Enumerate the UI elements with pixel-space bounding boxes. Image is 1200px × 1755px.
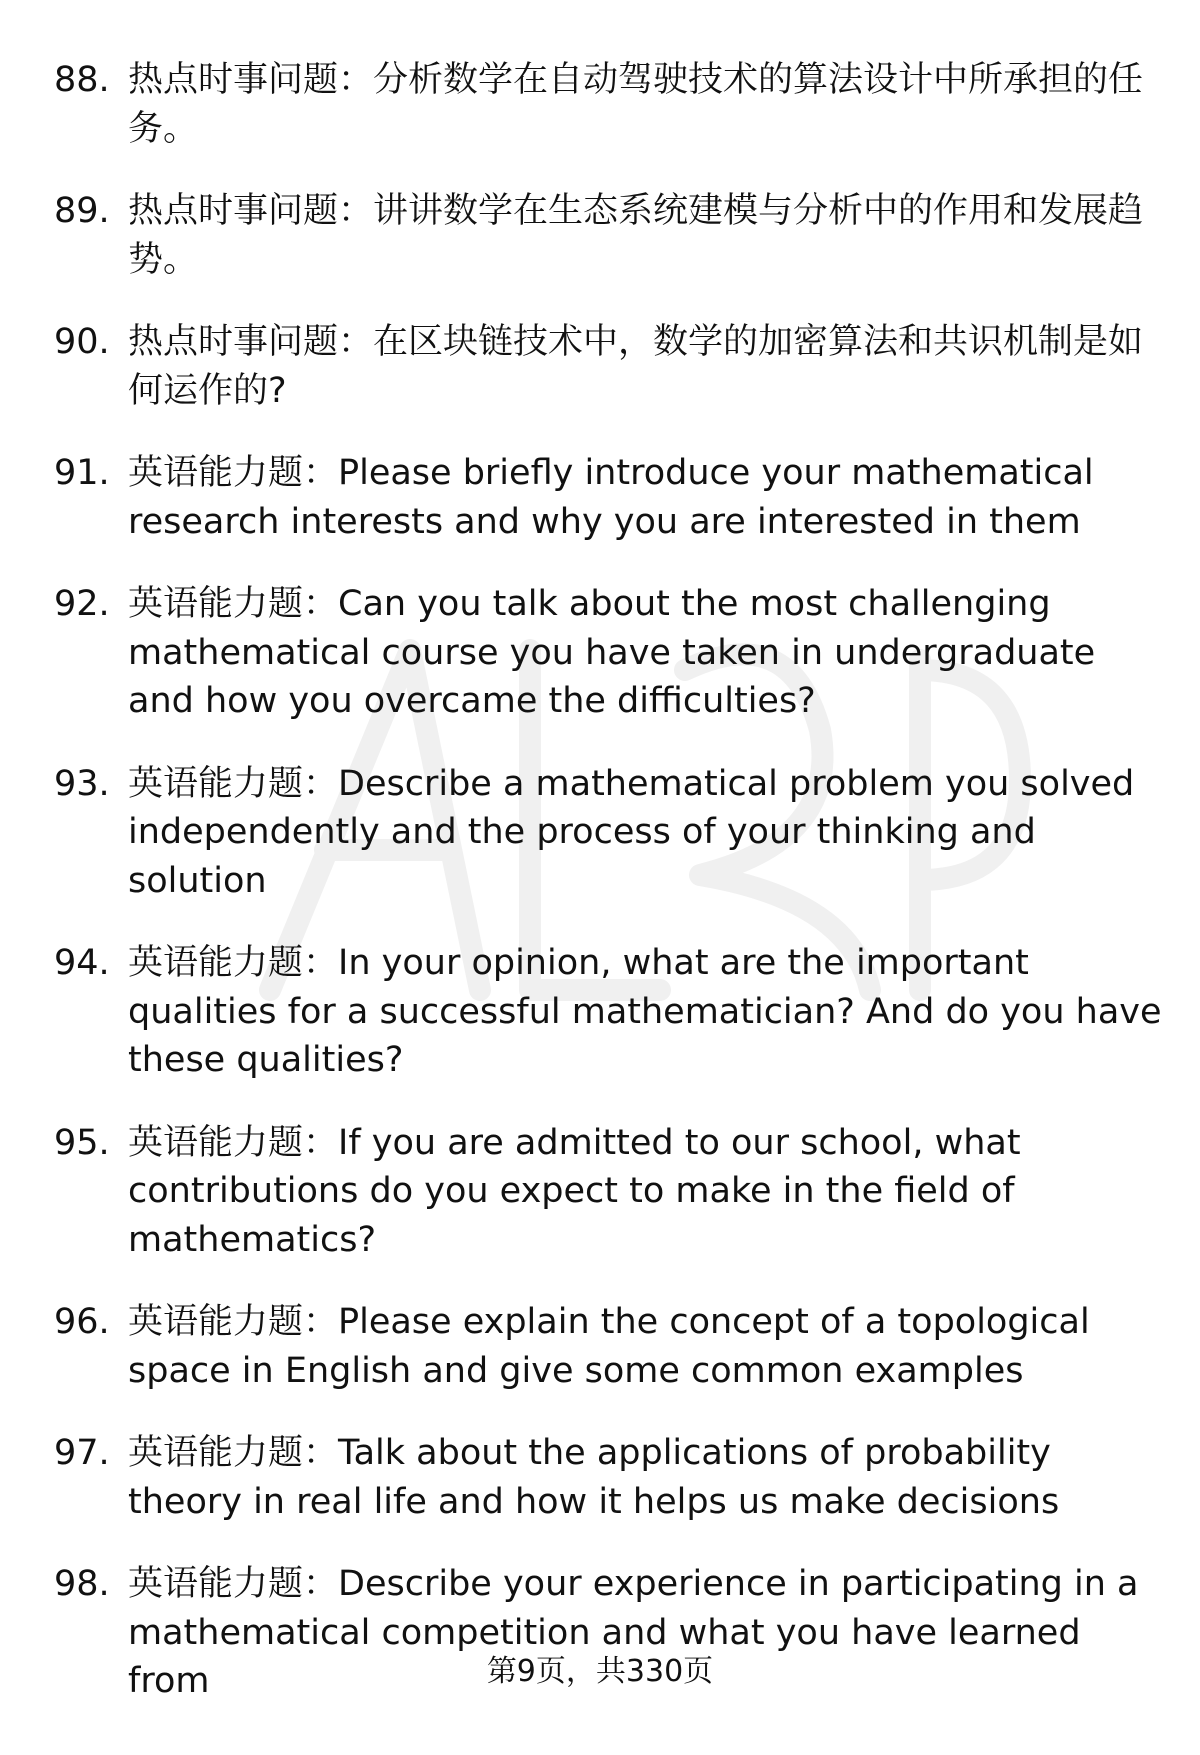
question-number: 91. — [54, 453, 110, 493]
question-item — [54, 1298, 1164, 1395]
question-text: 热点时事问题：在区块链技术中，数学的加密算法和共识机制是如何运作的? — [128, 322, 1144, 411]
question-number: 93. — [54, 763, 110, 804]
page-footer: 第9页，共330页 — [486, 1654, 714, 1689]
question-item — [54, 1119, 1164, 1265]
question-number: 89. — [54, 191, 110, 231]
question-text: 英语能力题：Can you talk about the most challenging mathematical course you have taken in undergraduate and how you overcame the difficulties? — [128, 584, 1096, 721]
question-number: 97. — [54, 1433, 110, 1473]
question-text: 英语能力题：If you are admitted to our school, what contributions do you expect to make in the field of mathematics? — [128, 1122, 1021, 1260]
question-text: 英语能力题：In your opinion, what are the important qualities for a successful mathematician? And do you have these qualities? — [128, 943, 1162, 1080]
question-number: 88. — [54, 60, 110, 100]
question-list — [54, 56, 1164, 1740]
question-item — [54, 580, 1164, 726]
question-text: 英语能力题：Describe a mathematical problem you solved independently and the process of your thinking and solution — [128, 763, 1135, 901]
question-item — [54, 939, 1164, 1085]
question-number: 96. — [54, 1302, 110, 1342]
question-item — [54, 318, 1164, 415]
question-item — [54, 449, 1164, 546]
question-text: 英语能力题：Please explain the concept of a topological space in English and give some common examples — [128, 1302, 1090, 1391]
question-number: 94. — [54, 943, 110, 983]
question-number: 95. — [54, 1122, 110, 1163]
question-number: 90. — [54, 322, 110, 362]
question-number: 98. — [54, 1564, 110, 1604]
question-text: 英语能力题：Talk about the applications of probability theory in real life and how it helps us make decisions — [128, 1433, 1060, 1522]
question-item — [54, 187, 1164, 284]
question-item — [54, 1429, 1164, 1526]
question-item — [54, 56, 1164, 153]
question-item — [54, 760, 1164, 906]
question-text: 英语能力题：Describe your experience in participating in a mathematical competition and what you have learned from — [128, 1564, 1139, 1701]
question-number: 92. — [54, 584, 110, 624]
question-text: 热点时事问题：分析数学在自动驾驶技术的算法设计中所承担的任务。 — [128, 60, 1144, 149]
question-text: 热点时事问题：讲讲数学在生态系统建模与分析中的作用和发展趋势。 — [128, 191, 1144, 280]
question-text: 英语能力题：Please briefly introduce your mathematical research interests and why you are interested in them — [128, 453, 1094, 542]
